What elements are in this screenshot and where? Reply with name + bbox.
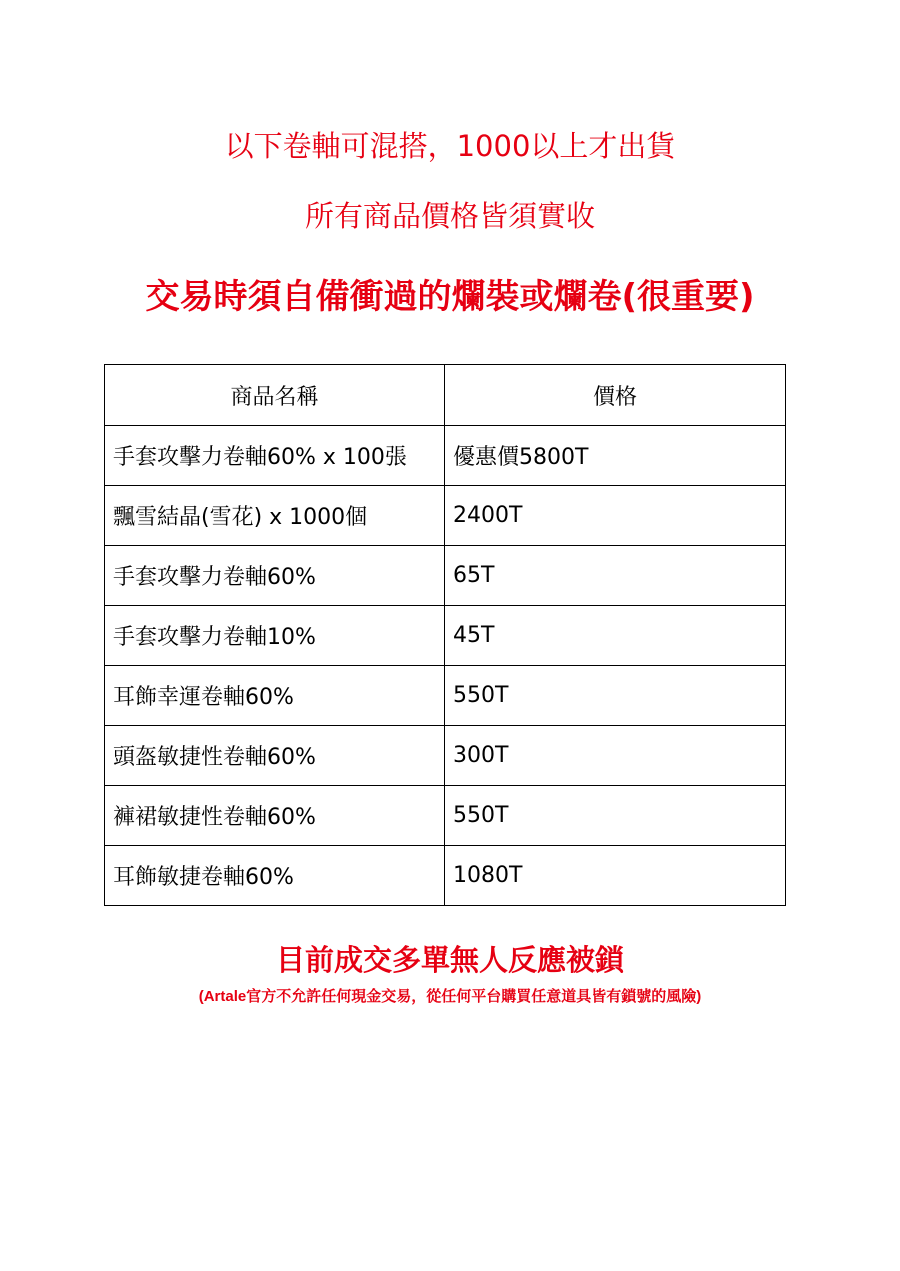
item-price: 550T bbox=[445, 666, 786, 726]
item-price: 2400T bbox=[445, 486, 786, 546]
trade-requirement-notice: 交易時須自備衝過的爛裝或爛卷(很重要) bbox=[145, 277, 755, 317]
table-row bbox=[105, 786, 786, 846]
table-row bbox=[105, 666, 786, 726]
item-name: 頭盔敏捷性卷軸60% bbox=[105, 726, 445, 786]
price-table bbox=[104, 364, 786, 906]
item-price: 1080T bbox=[445, 846, 786, 906]
table-header-row bbox=[105, 365, 786, 426]
item-name: 手套攻擊力卷軸60% bbox=[105, 546, 445, 606]
table-row bbox=[105, 426, 786, 486]
item-price: 65T bbox=[445, 546, 786, 606]
item-name: 褲裙敏捷性卷軸60% bbox=[105, 786, 445, 846]
item-name: 手套攻擊力卷軸10% bbox=[105, 606, 445, 666]
price-notice: 所有商品價格皆須實收 bbox=[304, 199, 595, 233]
item-name: 耳飾敏捷卷軸60% bbox=[105, 846, 445, 906]
column-header-price: 價格 bbox=[445, 365, 786, 426]
item-price: 550T bbox=[445, 786, 786, 846]
column-header-name: 商品名稱 bbox=[105, 365, 445, 426]
table-row bbox=[105, 846, 786, 906]
item-name: 耳飾幸運卷軸60% bbox=[105, 666, 445, 726]
account-lock-warning: 目前成交多單無人反應被鎖 bbox=[275, 943, 624, 977]
item-name: 飄雪結晶(雪花) x 1000個 bbox=[105, 486, 445, 546]
item-price: 45T bbox=[445, 606, 786, 666]
mixing-notice: 以下卷軸可混搭，1000以上才出貨 bbox=[224, 129, 676, 163]
table-row bbox=[105, 726, 786, 786]
item-price: 優惠價5800T bbox=[445, 426, 786, 486]
item-price: 300T bbox=[445, 726, 786, 786]
item-name: 手套攻擊力卷軸60% x 100張 bbox=[105, 426, 445, 486]
table-row bbox=[105, 606, 786, 666]
disclaimer: (Artale官方不允許任何現金交易，從任何平台購買任意道具皆有鎖號的風險) bbox=[198, 988, 702, 1005]
table-row bbox=[105, 546, 786, 606]
table-row bbox=[105, 486, 786, 546]
